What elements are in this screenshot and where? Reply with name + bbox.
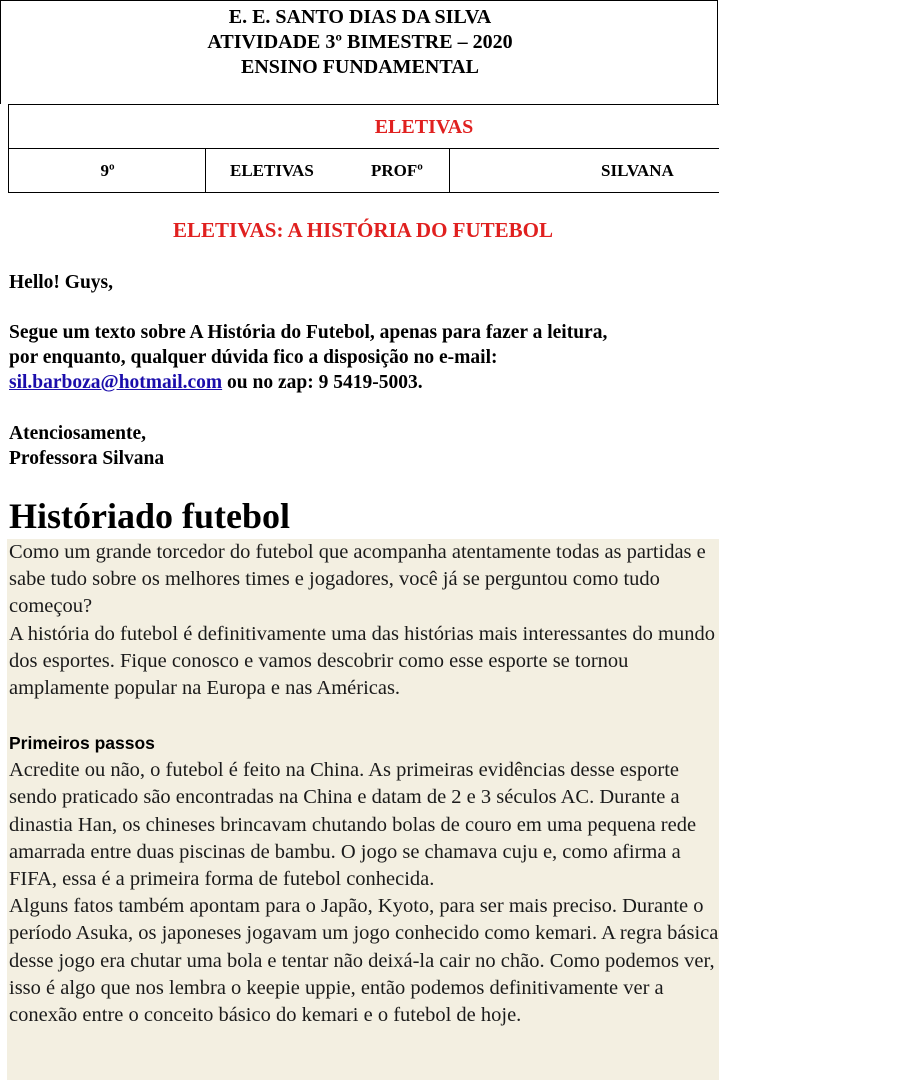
article-body [7, 539, 719, 1080]
subject-cell: ELETIVAS [230, 161, 314, 180]
table-divider [205, 149, 206, 192]
school-header [0, 0, 718, 104]
article-paragraph: Acredite ou não, o futebol é feito na China. As primeiras evidências desse esporte sendo praticado são encontradas na China e datam de 2 e 3 séculos AC. Durante a dinastia Han, os chineses brincavam chutando bolas de couro em uma pequena rede amarrada entre duas piscinas de bambu. O jogo se chamava cuju e, como afirma a FIFA, essa é a primeira forma de futebol conhecida. [9, 759, 697, 891]
prof-label-cell: PROFº [371, 161, 423, 180]
article-paragraph: A história do futebol é definitivamente uma das histórias mais interessantes do mundo dos esportes. Fique conosco e vamos descobrir como esse esporte se tornou amplamente popular na Europa e nas Américas. [9, 622, 715, 700]
grade-cell: 9º [100, 161, 115, 180]
school-name: E. E. SANTO DIAS DA SILVA [228, 6, 492, 28]
greeting: Hello! Guys, [9, 272, 114, 293]
article-paragraph: Como um grande torcedor do futebol que acompanha atentamente todas as partidas e sabe tudo sobre os melhores times e jogadores, você já se perguntou como tudo começou? [9, 541, 706, 618]
email-link[interactable]: sil.barboza@hotmail.com [9, 372, 223, 393]
phone-text: ou no zap: 9 5419-5003. [222, 372, 423, 393]
table-title: ELETIVAS [9, 105, 719, 149]
paragraph-spacer [7, 702, 719, 729]
article-heading: Históriado futebol [9, 496, 291, 536]
table-divider [449, 149, 450, 192]
closing: Atenciosamente, [9, 423, 147, 444]
activity-heading: ELETIVAS: A HISTÓRIA DO FUTEBOL [172, 218, 554, 242]
info-table [8, 104, 719, 193]
message-line-1: Segue um texto sobre A História do Futebol, apenas para fazer a leitura, [9, 322, 608, 343]
activity-title: ATIVIDADE 3º BIMESTRE – 2020 [207, 31, 513, 53]
teacher-cell: SILVANA [601, 161, 674, 180]
contact-line [9, 370, 423, 395]
signature: Professora Silvana [9, 448, 165, 469]
section-title: Primeiros passos [9, 733, 155, 754]
article-paragraph: Alguns fatos também apontam para o Japão, Kyoto, para ser mais preciso. Durante o período Asuka, os japoneses jogavam um jogo conhecido como kemari. A regra básica desse jogo era chutar uma bola e tentar não deixá-la cair no chão. Como podemos ver, isso é algo que nos lembra o keepie uppie, então podemos definitivamente ver a conexão entre o conceito básico do kemari e o futebol de hoje. [9, 895, 719, 1027]
message-line-2: por enquanto, qualquer dúvida fico a disposição no e-mail: [9, 347, 498, 368]
education-level: ENSINO FUNDAMENTAL [241, 56, 479, 78]
